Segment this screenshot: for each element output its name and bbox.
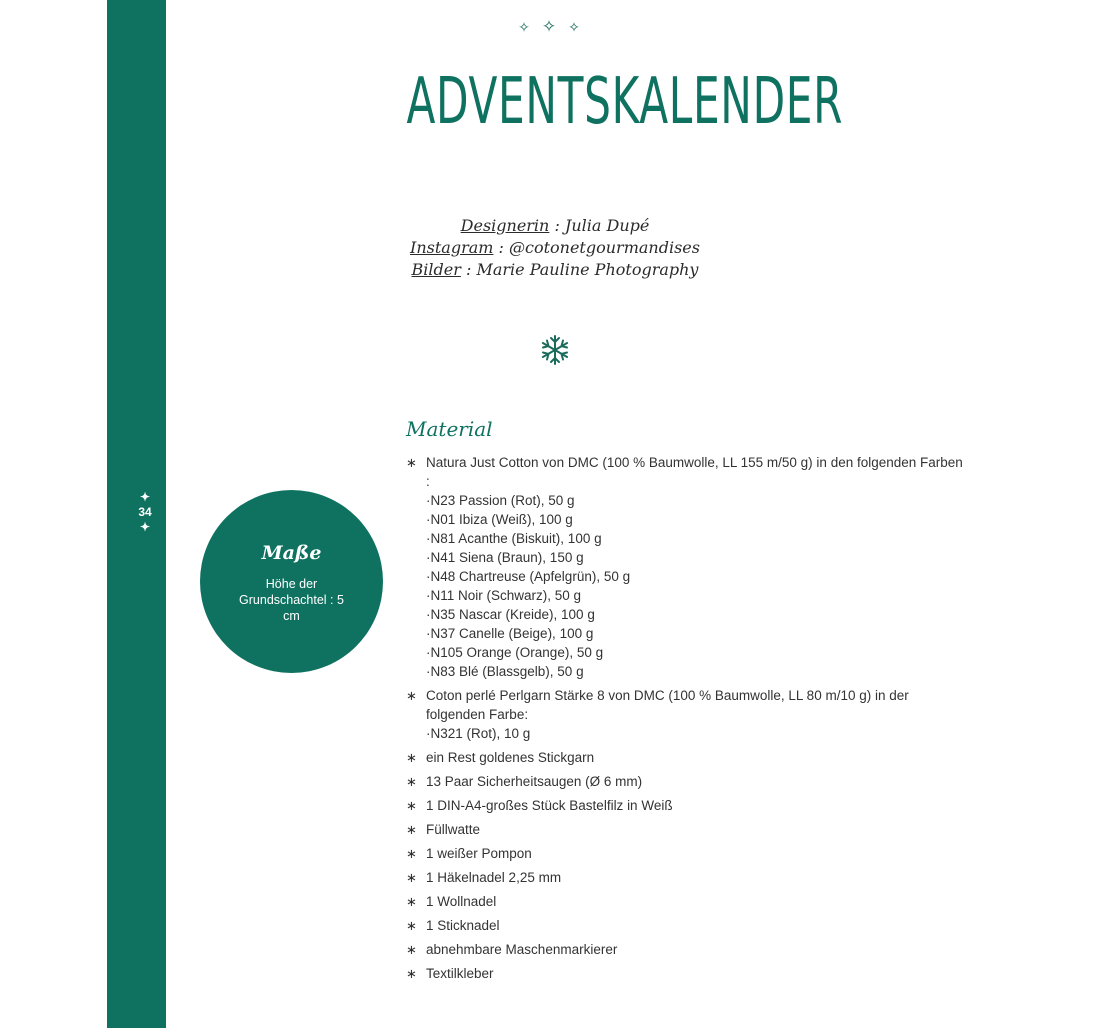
- list-item-text: 1 Sticknadel: [426, 918, 500, 933]
- list-item: [406, 940, 966, 959]
- list-item-text: 13 Paar Sicherheitsaugen (Ø 6 mm): [426, 774, 643, 789]
- credit-designer: [330, 215, 780, 237]
- color-item: ·N35 Nascar (Kreide), 100 g: [426, 607, 595, 622]
- asterisk-bullet-icon: ∗: [406, 894, 417, 909]
- list-item-text: 1 Wollnadel: [426, 894, 497, 909]
- asterisk-bullet-icon: ∗: [406, 870, 417, 885]
- top-sparkles: [510, 17, 600, 37]
- list-item-text: 1 Häkelnadel 2,25 mm: [426, 870, 562, 885]
- list-item-text: ein Rest goldenes Stickgarn: [426, 750, 595, 765]
- sparkle-icon: ✧: [541, 17, 569, 36]
- material-heading: Material: [406, 417, 493, 441]
- asterisk-bullet-icon: ∗: [406, 966, 417, 981]
- list-item: [406, 772, 966, 791]
- sparkle-icon: ✦: [139, 490, 151, 504]
- list-item: [406, 868, 966, 887]
- color-item: ·N41 Siena (Braun), 150 g: [426, 550, 584, 565]
- list-item: [406, 892, 966, 911]
- color-item: ·N01 Ibiza (Weiß), 100 g: [426, 512, 573, 527]
- color-item: ·N321 (Rot), 10 g: [426, 726, 531, 741]
- sparkle-icon: ✧: [518, 19, 542, 35]
- color-item: ·N11 Noir (Schwarz), 50 g: [426, 588, 582, 603]
- list-item-text: Füllwatte: [426, 822, 481, 837]
- list-item: [406, 686, 966, 743]
- list-item: [406, 844, 966, 863]
- asterisk-bullet-icon: ∗: [406, 750, 417, 765]
- asterisk-bullet-icon: ∗: [406, 822, 417, 837]
- color-item: ·N105 Orange (Orange), 50 g: [426, 645, 604, 660]
- color-sublist: [426, 491, 966, 681]
- asterisk-bullet-icon: ∗: [406, 688, 417, 703]
- list-item-text: 1 weißer Pompon: [426, 846, 532, 861]
- snowflake-icon: [538, 333, 572, 367]
- images-value: : Marie Pauline Photography: [460, 260, 699, 279]
- instagram-label: Instagram: [410, 238, 494, 257]
- list-item: [406, 820, 966, 839]
- list-item-text: Natura Just Cotton von DMC (100 % Baumwolle, LL 155 m/50 g) in den folgenden Farben :: [426, 455, 963, 489]
- list-item-text: 1 DIN-A4-großes Stück Bastelfilz in Weiß: [426, 798, 673, 813]
- list-item-text: Textilkleber: [426, 966, 494, 981]
- list-item: [406, 453, 966, 681]
- sparkle-icon: ✦: [139, 520, 151, 534]
- page-title: ADVENTSKALENDER: [406, 65, 844, 139]
- designer-label: Designerin: [460, 216, 550, 235]
- asterisk-bullet-icon: ∗: [406, 846, 417, 861]
- list-item-text: Coton perlé Perlgarn Stärke 8 von DMC (100 % Baumwolle, LL 80 m/10 g) in der folgenden Farbe:: [426, 688, 909, 722]
- images-label: Bilder: [411, 260, 461, 279]
- dimensions-text: Höhe der Grundschachtel : 5 cm: [239, 577, 344, 623]
- asterisk-bullet-icon: ∗: [406, 798, 417, 813]
- list-item: [406, 916, 966, 935]
- list-item: [406, 748, 966, 767]
- color-sublist: [426, 724, 966, 743]
- list-item: [406, 796, 966, 815]
- color-item: ·N81 Acanthe (Biskuit), 100 g: [426, 531, 602, 546]
- credits: [330, 215, 780, 281]
- designer-value: : Julia Dupé: [549, 216, 650, 235]
- credit-instagram: [330, 237, 780, 259]
- dimensions-circle: [200, 490, 383, 673]
- color-item: ·N48 Chartreuse (Apfelgrün), 50 g: [426, 569, 631, 584]
- material-list: [406, 453, 966, 988]
- list-item: [406, 964, 966, 983]
- page-number-block: [107, 490, 183, 535]
- dimensions-title: Maße: [261, 542, 322, 564]
- credit-images: [330, 259, 780, 281]
- sparkle-icon: ✧: [568, 19, 592, 35]
- asterisk-bullet-icon: ∗: [406, 774, 417, 789]
- color-item: ·N23 Passion (Rot), 50 g: [426, 493, 575, 508]
- page-number: 34: [138, 505, 152, 519]
- list-item-text: abnehmbare Maschenmarkierer: [426, 942, 618, 957]
- asterisk-bullet-icon: ∗: [406, 918, 417, 933]
- color-item: ·N37 Canelle (Beige), 100 g: [426, 626, 594, 641]
- color-item: ·N83 Blé (Blassgelb), 50 g: [426, 664, 584, 679]
- asterisk-bullet-icon: ∗: [406, 455, 417, 470]
- instagram-value: : @cotonetgourmandises: [493, 238, 700, 257]
- asterisk-bullet-icon: ∗: [406, 942, 417, 957]
